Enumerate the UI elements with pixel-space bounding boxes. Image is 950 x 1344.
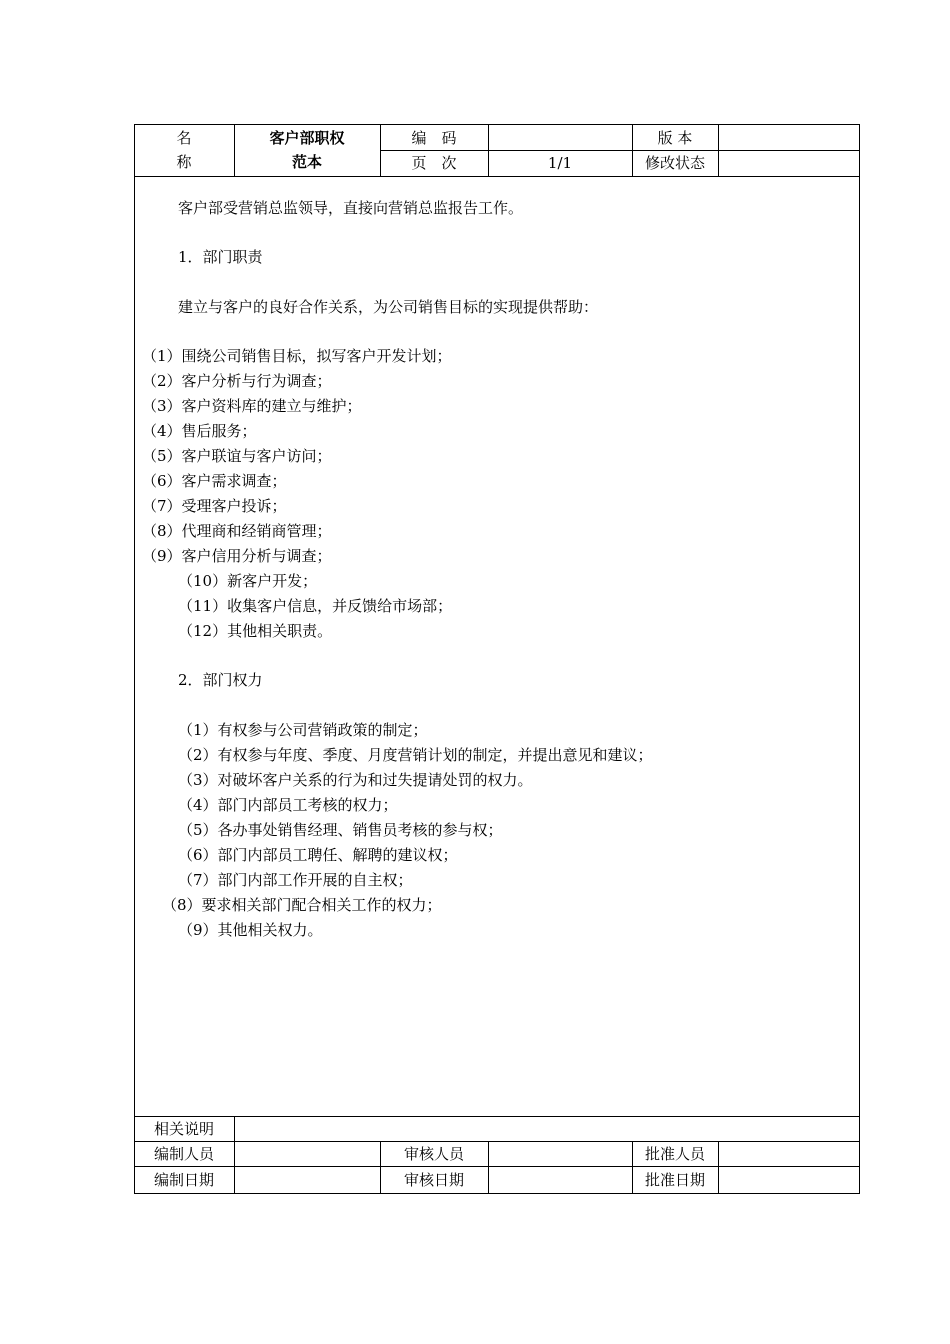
duty-item: （7）受理客户投诉； [142, 497, 287, 515]
approved-date-label: 批准日期 [644, 1171, 705, 1189]
section-heading: 1．部门职责 [178, 248, 263, 266]
footer-col-divider [488, 1141, 489, 1194]
name-label: 名 [176, 129, 192, 147]
power-item: （6）部门内部员工聘任、解聘的建议权； [178, 846, 458, 864]
duty-item: （10）新客户开发； [178, 572, 318, 590]
footer-top-line [134, 1116, 860, 1117]
footer-col-divider [718, 1141, 719, 1194]
footer-row-divider [134, 1166, 860, 1167]
duty-item: （3）客户资料库的建立与维护； [142, 397, 362, 415]
revision-label: 修改状态 [644, 154, 705, 172]
power-item: （3）对破坏客户关系的行为和过失提请处罚的权力。 [178, 771, 533, 789]
footer-row-divider [134, 1141, 860, 1142]
reviewed-by-label: 审核人员 [403, 1145, 464, 1163]
duty-item: （5）客户联谊与客户访问； [142, 447, 332, 465]
power-item: （5）各办事处销售经理、销售员考核的参与权； [178, 821, 503, 839]
duty-item: （2）客户分析与行为调查； [142, 372, 332, 390]
reviewed-date-label: 审核日期 [403, 1171, 464, 1189]
header-col-divider [718, 124, 719, 176]
version-label: 版 本 [657, 129, 693, 147]
duty-item: （8）代理商和经销商管理； [142, 522, 332, 540]
duty-item: （4）售后服务； [142, 422, 257, 440]
power-item: （7）部门内部工作开展的自主权； [178, 871, 413, 889]
page-label: 页 次 [411, 154, 457, 172]
name-label: 称 [176, 153, 192, 171]
power-item: （2）有权参与年度、季度、月度营销计划的制定，并提出意见和建议； [178, 746, 653, 764]
duty-item: （11）收集客户信息，并反馈给市场部； [178, 597, 453, 615]
power-item: （8）要求相关部门配合相关工作的权力； [162, 896, 442, 914]
power-item: （1）有权参与公司营销政策的制定； [178, 721, 428, 739]
document-table [134, 124, 860, 1194]
duty-item: （1）围绕公司销售目标，拟写客户开发计划； [142, 347, 452, 365]
page-value: 1/1 [547, 154, 573, 172]
footer-col-divider [234, 1116, 235, 1194]
document-title: 客户部职权 [269, 129, 345, 147]
duty-item: （6）客户需求调查； [142, 472, 287, 490]
section-intro: 建立与客户的良好合作关系，为公司销售目标的实现提供帮助： [178, 298, 599, 316]
header-bottom-line [134, 176, 860, 177]
approved-by-label: 批准人员 [644, 1145, 705, 1163]
notes-label: 相关说明 [153, 1120, 214, 1138]
power-item: （4）部门内部员工考核的权力； [178, 796, 398, 814]
duty-item: （12）其他相关职责。 [178, 622, 333, 640]
prepared-by-label: 编制人员 [153, 1145, 214, 1163]
prepared-date-label: 编制日期 [153, 1171, 214, 1189]
section-heading: 2．部门权力 [178, 671, 263, 689]
code-label: 编 码 [411, 129, 457, 147]
document-title: 范本 [291, 153, 322, 171]
intro-paragraph: 客户部受营销总监领导，直接向营销总监报告工作。 [178, 199, 524, 217]
duty-item: （9）客户信用分析与调查； [142, 547, 332, 565]
power-item: （9）其他相关权力。 [178, 921, 323, 939]
